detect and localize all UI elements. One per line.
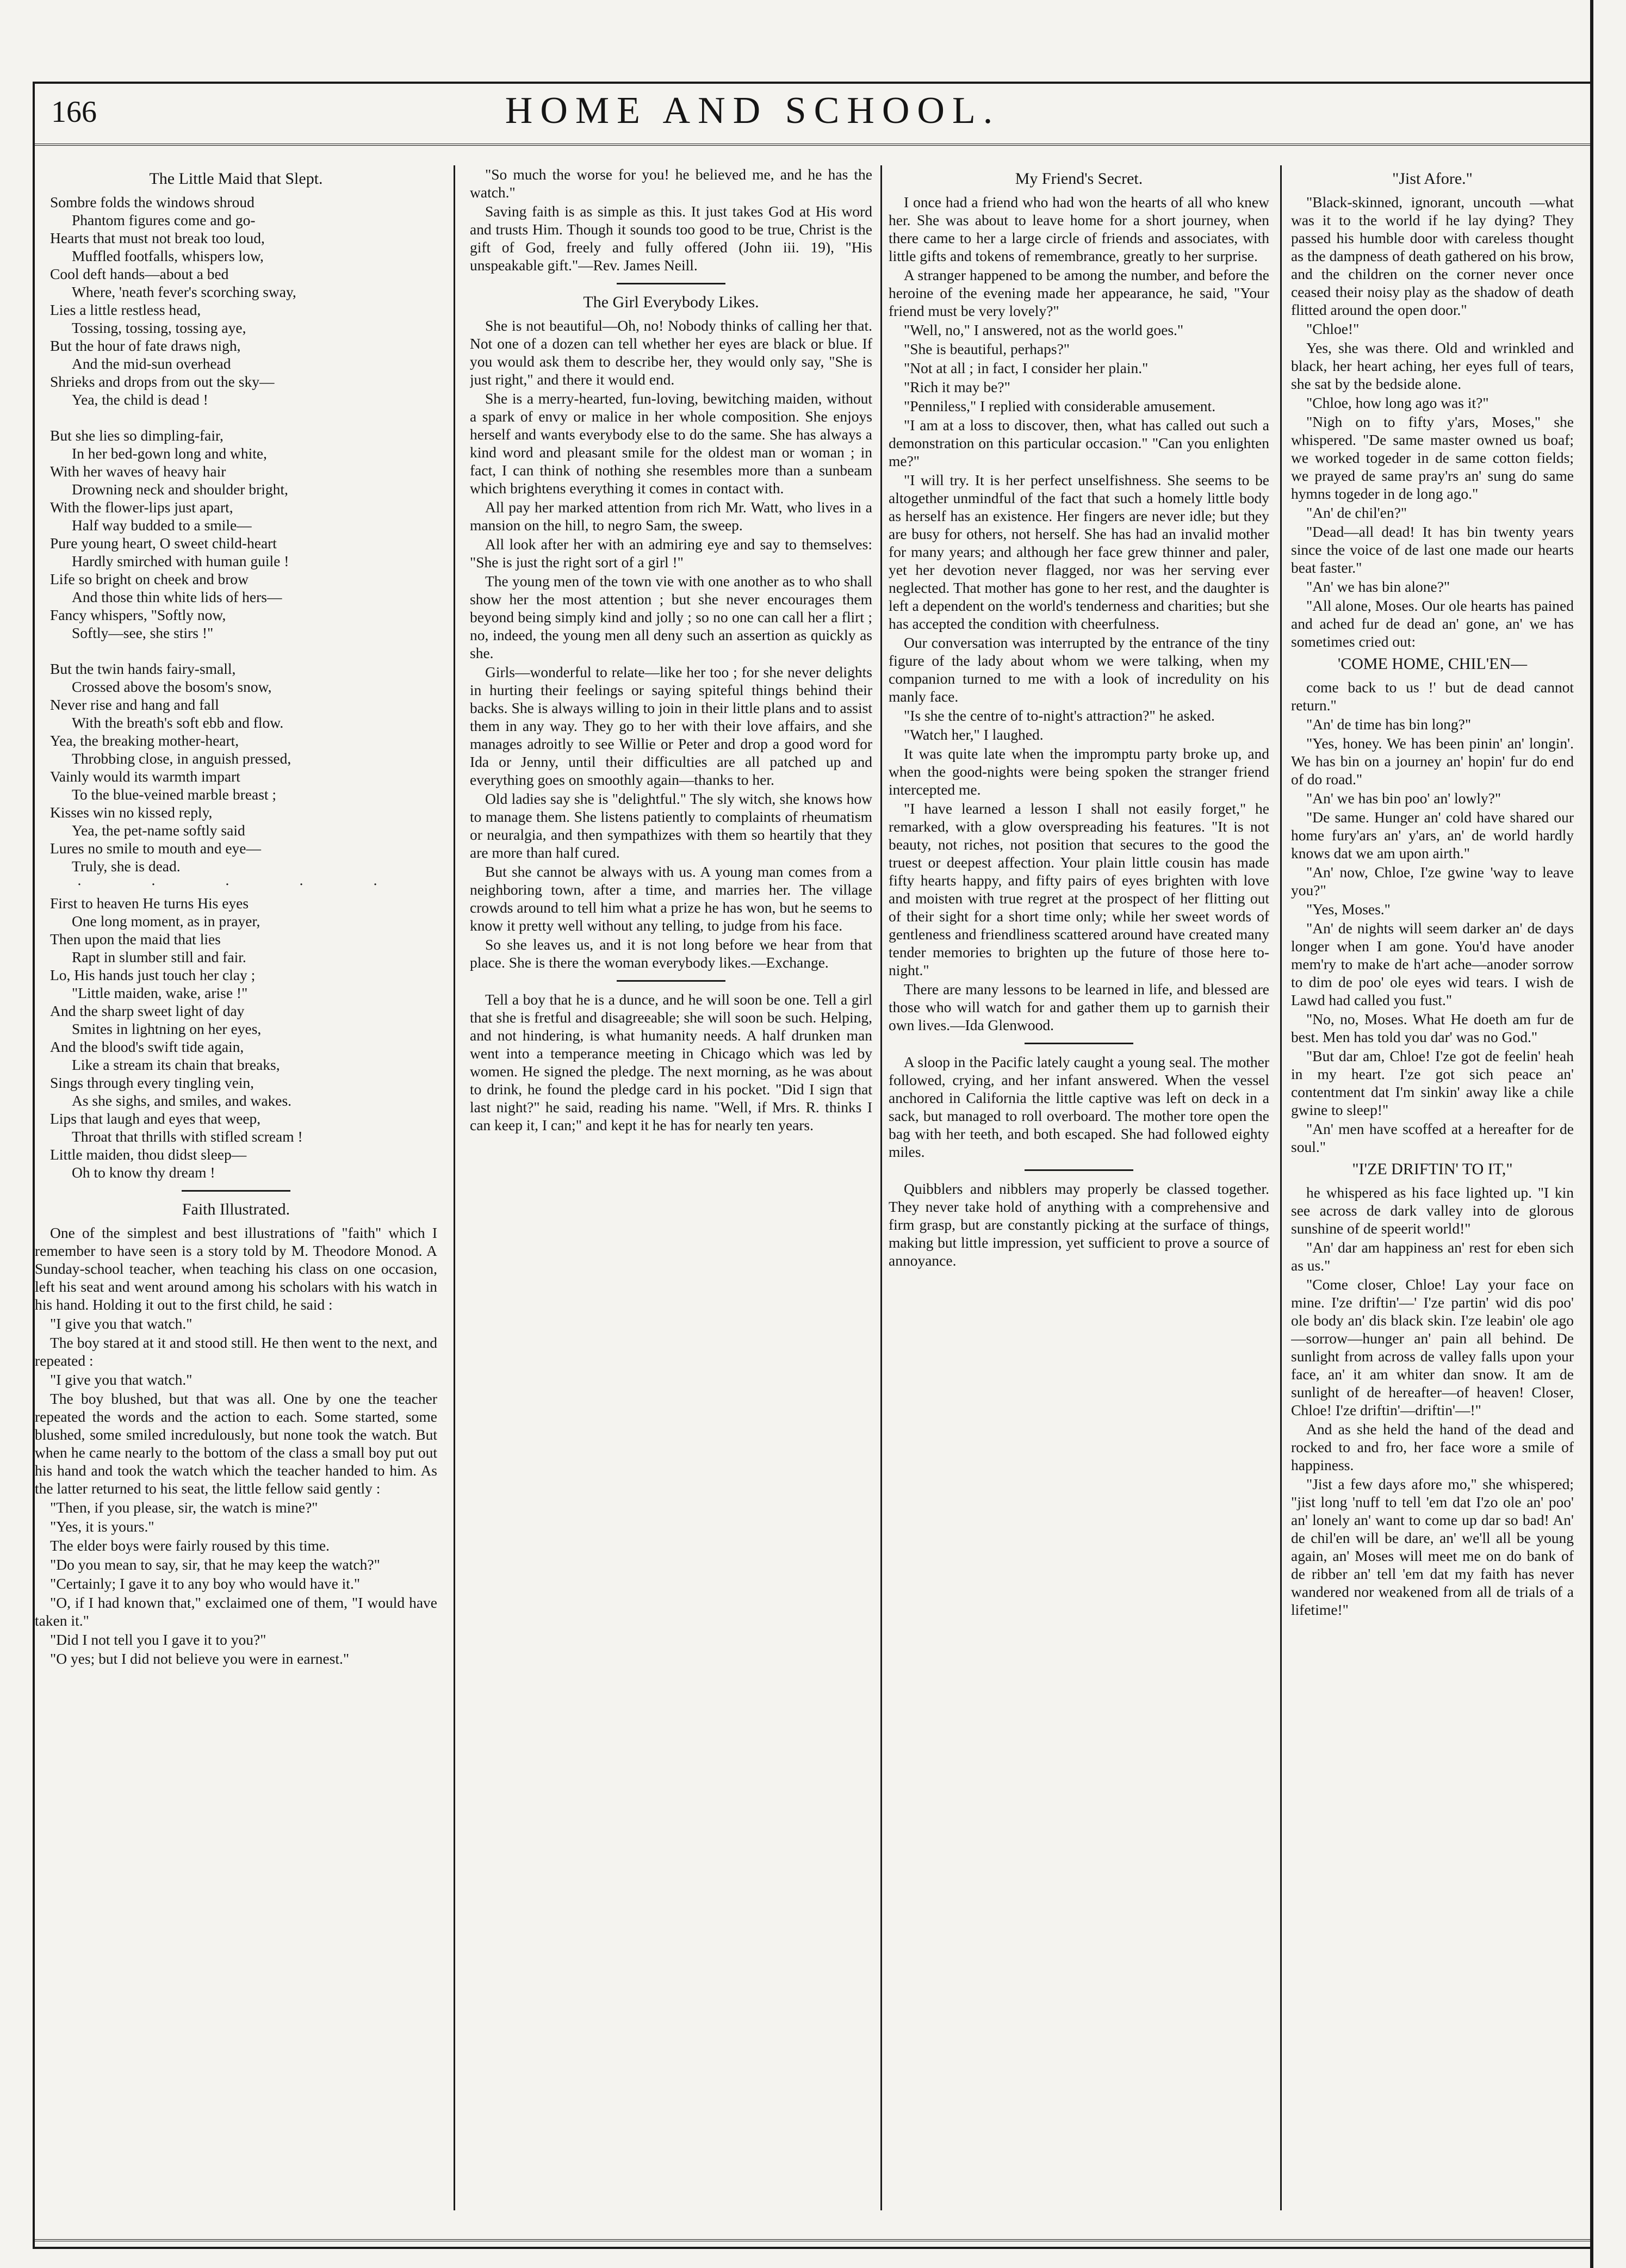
paragraph: The young men of the town vie with one another as to who shall show her the most attention ; but she never encourages them beyond being simply kind and jolly ; so no one can call her a flirt ; no, indeed, the young men all deny such an assertion as quickly as she. bbox=[470, 573, 872, 661]
poem-line: Tossing, tossing, tossing aye, bbox=[72, 319, 246, 336]
paragraph: Quibblers and nibblers may properly be classed together. They never take hold of anything with a comprehensive and firm grasp, but are constantly picking at the surface of things, making but little impression, yet sufficient to prove a source of annoyance. bbox=[889, 1180, 1269, 1269]
poem-line: Lies a little restless head, bbox=[50, 301, 201, 318]
poem-line: In her bed-gown long and white, bbox=[72, 445, 267, 462]
poem-line: Lures no smile to mouth and eye— bbox=[50, 840, 261, 857]
poem-line: Life so bright on cheek and brow bbox=[50, 571, 249, 587]
poem-line: Sings through every tingling vein, bbox=[50, 1074, 255, 1091]
paragraph: "O, if I had known that," exclaimed one of them, "I would have taken it." bbox=[35, 1594, 437, 1629]
paragraph: "An' men have scoffed at a hereafter for de soul." bbox=[1291, 1120, 1574, 1155]
paragraph: "An' now, Chloe, I'ze gwine 'way to leave you?" bbox=[1291, 864, 1574, 898]
masthead-title: HOME AND SCHOOL. bbox=[505, 90, 1001, 132]
paragraph: "Come closer, Chloe! Lay your face on mine. I'ze driftin'—' I'ze partin' wid dis poo' ole body an' dis black skin. I'ze leabin' ole ago—sorrow—hunger an' pain all behind. De sunlight from across de valley falls upon your face, an' it am whiter dan snow. It am de sunlight of de hereafter—of heaven! Closer, Chloe! I'ze driftin'—driftin'—!" bbox=[1291, 1276, 1574, 1418]
poem-line: Drowning neck and shoulder bright, bbox=[72, 481, 288, 498]
section-divider bbox=[182, 1190, 290, 1192]
paragraph: "An' de chil'en?" bbox=[1306, 504, 1407, 521]
paragraph: "Yes, it is yours." bbox=[50, 1518, 154, 1535]
poem-line: But the twin hands fairy-small, bbox=[50, 660, 236, 677]
section-divider bbox=[617, 980, 725, 982]
poem-title: The Little Maid that Slept. bbox=[149, 170, 323, 188]
poem-line: Truly, she is dead. bbox=[72, 858, 181, 875]
poem-stanza-1 bbox=[35, 193, 437, 408]
paragraph: "Watch her," I laughed. bbox=[904, 726, 1044, 743]
subheading: "I'ZE DRIFTIN' TO IT," bbox=[1352, 1160, 1513, 1178]
paragraph: Old ladies say she is "delightful." The sly witch, she knows how to manage them. She listens patiently to complaints of rheumatism or neuralgia, and then sympathizes with them so heartily that they are more than half cured. bbox=[470, 790, 872, 861]
paragraph: "No, no, Moses. What He doeth am fur de best. Men has told you dar' was no God." bbox=[1291, 1011, 1574, 1045]
section-divider bbox=[617, 283, 725, 284]
paragraph: "An' de nights will seem darker an' de days longer when I am gone. You'd have anoder mem'ry to make de h'art ache—anoder sorrow to dim de poo' ole eyes wid tears. I wish de Lawd had called you fust." bbox=[1291, 920, 1574, 1008]
poem-line: Pure young heart, O sweet child-heart bbox=[50, 535, 277, 551]
paragraph: "Dead—all dead! It has bin twenty years since the voice of de last one made our hearts beat faster." bbox=[1291, 523, 1574, 576]
article-title: My Friend's Secret. bbox=[1015, 170, 1143, 188]
column-rule bbox=[880, 165, 882, 2210]
poem-line: Half way budded to a smile— bbox=[72, 517, 252, 534]
page-header bbox=[35, 84, 1594, 146]
footer-rule bbox=[35, 2239, 1590, 2247]
poem-line: One long moment, as in prayer, bbox=[72, 913, 260, 929]
poem-line: Hearts that must not break too loud, bbox=[50, 230, 265, 246]
poem-line: Softly—see, she stirs !" bbox=[72, 624, 214, 641]
poem-line: Never rise and hang and fall bbox=[50, 696, 219, 713]
newspaper-page bbox=[33, 82, 1592, 2249]
poem-line: And the blood's swift tide again, bbox=[50, 1038, 244, 1055]
paragraph: "An' we has bin alone?" bbox=[1306, 578, 1450, 595]
paragraph: The boy blushed, but that was all. One by one the teacher repeated the words and the action to each. Some started, some blushed, some smiled incredulously, but none took the watch. But when he came nearly to the bottom of the class a small boy put out his hand and took the watch which the teacher handed to him. As the latter returned to his seat, the little fellow said gently : bbox=[35, 1390, 437, 1497]
paragraph: "I give you that watch." bbox=[50, 1315, 193, 1332]
poem-line: And those thin white lids of hers— bbox=[72, 588, 282, 605]
paragraph: "I am at a loss to discover, then, what has called out such a demonstration on this particular occasion." "Can you enlighten me?" bbox=[889, 417, 1269, 469]
poem-line: But she lies so dimpling-fair, bbox=[50, 427, 224, 444]
poem-line: And the mid-sun overhead bbox=[72, 355, 231, 372]
column-4 bbox=[1291, 165, 1574, 2210]
paragraph: "De same. Hunger an' cold have shared our home fury'ars an' y'ars, an' de world hardly knows dat we am upon airth." bbox=[1291, 809, 1574, 862]
poem-line: Then upon the maid that lies bbox=[50, 931, 221, 947]
paragraph: All pay her marked attention from rich Mr. Watt, who lives in a mansion on the hill, to negro Sam, the sweep. bbox=[470, 499, 872, 534]
paragraph: "Nigh on to fifty y'ars, Moses," she whispered. "De same master owned us boaf; we worked togeder in de same cotton fields; we prayed de same pray'rs an' sung do same hymns togeder in de long ago." bbox=[1291, 413, 1574, 502]
paragraph: "I have learned a lesson I shall not easily forget," he remarked, with a glow overspreading his features. "It is not beauty, not riches, not position that secures to the good the truest or deepest affection. Your plain little cousin has made fifty hearts happy, and fifty pairs of eyes brighten with love and moisten with true regret at the prospect of her flitting out of their sight for a short time only; while her sweet words of gentleness and friendliness scattered around have created many tender memories to brighten up the future of those here to-night." bbox=[889, 800, 1269, 978]
poem-line: Muffled footfalls, whispers low, bbox=[72, 247, 264, 264]
paragraph: "I will try. It is her perfect unselfishness. She seems to be altogether unmindful of the fact that such a homely little body as herself has an existence. Her fingers are never idle; but they are busy for others, not herself. She has had an invalid mother for many years; and although her face grew thinner and paler, yet her devotion never flagged, nor was her serving ever neglected. That mother has gone to her rest, and the daughter is left a dependent on the world's tenderness and charities; but she has accepted the condition with cheerfulness. bbox=[889, 472, 1269, 632]
paragraph: "Rich it may be?" bbox=[904, 379, 1010, 395]
paragraph: Tell a boy that he is a dunce, and he will soon be one. Tell a girl that she is fretful and disagreeable; she will soon be such. Helping, and not hindering, is what humanity needs. A half drunken man went into a temperance meeting in Chicago which was led by women. He signed the pledge. The next morning, as he was about to drink, he found the pledge card in his pocket. "Did I sign that last night?" he said, reading his name. "Well, if Mrs. R. thinks I can keep it, I can;" and kept it he has for nearly ten years. bbox=[470, 991, 872, 1133]
page-number: 166 bbox=[51, 95, 97, 129]
poem-line: Little maiden, thou didst sleep— bbox=[50, 1146, 247, 1163]
poem-line: Hardly smirched with human guile ! bbox=[72, 553, 289, 569]
poem-line: And the sharp sweet light of day bbox=[50, 1002, 245, 1019]
paragraph: The elder boys were fairly roused by this time. bbox=[50, 1537, 330, 1554]
paragraph: She is not beautiful—Oh, no! Nobody thinks of calling her that. Not one of a dozen can tell whether her eyes are black or blue. If you would ask them to describe her, they would only say, "She is just right," and there it would end. bbox=[470, 317, 872, 388]
poem-line: With the breath's soft ebb and flow. bbox=[72, 714, 284, 731]
poem-line: With her waves of heavy hair bbox=[50, 463, 226, 480]
paragraph: "But dar am, Chloe! I'ze got de feelin' heah in my heart. I'ze got sich peace an' contentment dat I'm sinkin' away like a chile gwine to sleep!" bbox=[1291, 1048, 1574, 1118]
paragraph: "Black-skinned, ignorant, uncouth —what was it to the world if he lay dying? They passed his humble door with careless thought as the dampness of death gathered on his brow, and the children on the corner never once ceased their noisy play as the shadow of death flitted around the open door." bbox=[1291, 194, 1574, 318]
section-divider bbox=[1025, 1043, 1133, 1044]
paragraph: "Do you mean to say, sir, that he may keep the watch?" bbox=[50, 1556, 380, 1573]
paragraph: "An' dar am happiness an' rest for eben sich as us." bbox=[1291, 1239, 1574, 1274]
paragraph: But she cannot be always with us. A young man comes from a neighboring town, after a time, and marries her. The village crowds around to tell him what a prize he has won, but he seems to know it pretty well without any telling, to judge from his face. bbox=[470, 863, 872, 934]
paragraph: he whispered as his face lighted up. "I kin see across de dark valley into de glorous sunshine of de speerit world!" bbox=[1291, 1184, 1574, 1237]
poem-line: Fancy whispers, "Softly now, bbox=[50, 606, 226, 623]
adjacent-page-edge bbox=[1590, 0, 1626, 2268]
poem-line: Throat that thrills with stifled scream ! bbox=[72, 1128, 303, 1145]
poem-line: "Little maiden, wake, arise !" bbox=[72, 984, 248, 1001]
paragraph: "Well, no," I answered, not as the world goes." bbox=[904, 321, 1184, 338]
paragraph: Our conversation was interrupted by the entrance of the tiny figure of the lady about whom we were talking, when my companion turned to me with a look of incredulity on his manly face. bbox=[889, 634, 1269, 705]
poem-line: Cool deft hands—about a bed bbox=[50, 265, 229, 282]
paragraph: come back to us !' but de dead cannot return." bbox=[1291, 679, 1574, 714]
section-divider bbox=[1025, 1169, 1133, 1171]
paragraph: "An' de time has bin long?" bbox=[1306, 716, 1472, 733]
poem-line: Lo, His hands just touch her clay ; bbox=[50, 966, 256, 983]
paragraph: And as she held the hand of the dead and rocked to and fro, her face wore a smile of happiness. bbox=[1291, 1421, 1574, 1473]
article-title: "Jist Afore." bbox=[1392, 170, 1473, 188]
paragraph: She is a merry-hearted, fun-loving, bewitching maiden, without a spark of envy or malice in her whole composition. She enjoys herself and wants everybody else to do the same. She has always a kind word and pleasant smile for the oldest man or woman ; in fact, I can think of nothing she resembles more than a sunbeam which brightens everything it comes in contact with. bbox=[470, 390, 872, 497]
paragraph: "I give you that watch." bbox=[50, 1371, 193, 1388]
paragraph: It was quite late when the impromptu party broke up, and when the good-nights were being spoken the stranger friend intercepted me. bbox=[889, 745, 1269, 798]
poem-line: Where, 'neath fever's scorching sway, bbox=[72, 283, 296, 300]
paragraph: "Chloe, how long ago was it?" bbox=[1306, 394, 1489, 411]
paragraph: "Penniless," I replied with considerable amusement. bbox=[904, 398, 1216, 414]
section-stars: · · · · · bbox=[77, 876, 411, 893]
paragraph: "Jist a few days afore mo," she whispered; "jist long 'nuff to tell 'em dat I'zo ole an' poo' an' lonely an' want to come up dar so bad! An' de chil'en will be dare, an' we'll all be young again, an' Moses will meet me on do bank of de ribber an' tell 'em dat my faith has never wandered nor weakened from all de trials of a lifetime!" bbox=[1291, 1476, 1574, 1618]
paragraph: "Did I not tell you I gave it to you?" bbox=[50, 1631, 266, 1648]
column-2 bbox=[470, 165, 872, 2210]
poem-line: As she sighs, and smiles, and wakes. bbox=[72, 1092, 292, 1109]
poem-stanza-3 bbox=[35, 660, 437, 875]
poem-stanza-4 bbox=[35, 894, 437, 1181]
article-title: The Girl Everybody Likes. bbox=[583, 293, 759, 311]
paragraph: A sloop in the Pacific lately caught a young seal. The mother followed, crying, and her infant answered. When the vessel anchored in California the little captive was left on deck in a sack, but managed to roll overboard. The mother tore open the bag with her teeth, and both escaped. She had followed eighty miles. bbox=[889, 1054, 1269, 1160]
column-rule bbox=[1280, 165, 1282, 2210]
poem-line: Shrieks and drops from out the sky— bbox=[50, 373, 275, 390]
poem-line: Yea, the child is dead ! bbox=[72, 391, 208, 408]
poem-line: But the hour of fate draws nigh, bbox=[50, 337, 241, 354]
subheading: 'COME HOME, CHIL'EN— bbox=[1337, 655, 1528, 673]
paragraph: "Not at all ; in fact, I consider her plain." bbox=[904, 360, 1149, 376]
paragraph: "All alone, Moses. Our ole hearts has pained and ached fur de dead an' gone, an' we has sometimes cried out: bbox=[1291, 597, 1574, 650]
paragraph: The boy stared at it and stood still. He then went to the next, and repeated : bbox=[35, 1334, 437, 1369]
article-title: Faith Illustrated. bbox=[182, 1200, 290, 1218]
poem-line: First to heaven He turns His eyes bbox=[50, 895, 249, 912]
poem-line: Throbbing close, in anguish pressed, bbox=[72, 750, 291, 767]
poem-line: Crossed above the bosom's snow, bbox=[72, 678, 272, 695]
paragraph: A stranger happened to be among the number, and before the heroine of the evening made her appearance, he said, "Your friend must be very lovely?" bbox=[889, 267, 1269, 319]
paragraph: "She is beautiful, perhaps?" bbox=[904, 340, 1070, 357]
paragraph: I once had a friend who had won the hearts of all who knew her. She was about to leave home for a short journey, when there came to her a large circle of friends and associates, with little gifts and tokens of remembrance, greatly to her surprise. bbox=[889, 194, 1269, 264]
paragraph: "Certainly; I gave it to any boy who would have it." bbox=[50, 1575, 361, 1592]
paragraph: "Then, if you please, sir, the watch is mine?" bbox=[50, 1499, 318, 1516]
paragraph: "An' we has bin poo' an' lowly?" bbox=[1306, 790, 1501, 807]
poem-line: Smites in lightning on her eyes, bbox=[72, 1020, 262, 1037]
poem-line: Oh to know thy dream ! bbox=[72, 1164, 215, 1181]
paragraph: "Yes, Moses." bbox=[1306, 901, 1391, 918]
poem-line: Kisses win no kissed reply, bbox=[50, 804, 213, 821]
paragraph: Yes, she was there. Old and wrinkled and black, her heart aching, her eyes full of tears, she sat by the bedside alone. bbox=[1291, 339, 1574, 392]
paragraph: There are many lessons to be learned in life, and blessed are those who will watch for and gather them up to garnish their own lives.—Ida Glenwood. bbox=[889, 981, 1269, 1033]
paragraph: All look after her with an admiring eye and say to themselves: "She is just the right sort of a girl !" bbox=[470, 536, 872, 571]
poem-line: To the blue-veined marble breast ; bbox=[72, 786, 277, 803]
paragraph: "Chloe!" bbox=[1306, 320, 1360, 337]
column-rule bbox=[454, 165, 455, 2210]
paragraph: "O yes; but I did not believe you were in earnest." bbox=[50, 1650, 350, 1667]
paragraph: So she leaves us, and it is not long before we hear from that place. She is there the woman everybody likes.—Exchange. bbox=[470, 936, 872, 971]
poem-line: With the flower-lips just apart, bbox=[50, 499, 233, 516]
poem-line: Vainly would its warmth impart bbox=[50, 768, 240, 785]
poem-stanza-2 bbox=[35, 426, 437, 642]
paragraph: Saving faith is as simple as this. It just takes God at His word and trusts Him. Though it sounds too good to be true, Christ is the gift of God, freely and fully offered (John iii. 19), "His unspeakable gift."—Rev. James Neill. bbox=[470, 203, 872, 274]
column-3 bbox=[889, 165, 1269, 2210]
paragraph: "So much the worse for you! he believed me, and he has the watch." bbox=[470, 166, 872, 201]
poem-line: Sombre folds the windows shroud bbox=[50, 194, 255, 210]
poem-line: Rapt in slumber still and fair. bbox=[72, 949, 246, 965]
poem-line: Lips that laugh and eyes that weep, bbox=[50, 1110, 261, 1127]
paragraph: "Yes, honey. We has been pinin' an' longin'. We has bin on a journey an' hopin' fur do end of do road." bbox=[1291, 735, 1574, 788]
paragraph: "Is she the centre of to-night's attraction?" he asked. bbox=[904, 707, 1215, 724]
poem-line: Yea, the breaking mother-heart, bbox=[50, 732, 239, 749]
poem-line: Like a stream its chain that breaks, bbox=[72, 1056, 280, 1073]
paragraph: Girls—wonderful to relate—like her too ; for she never delights in hurting their feelings or saying spiteful things behind their backs. She is always willing to join in their little plans and to assist them in any way. They go to her with their love affairs, and she manages adroitly to see Willie or Peter and drop a good word for Ida or Jenny, until their difficulties are all patched up and everything goes on smoothly again—thanks to her. bbox=[470, 664, 872, 788]
poem-line: Yea, the pet-name softly said bbox=[72, 822, 245, 839]
paragraph: One of the simplest and best illustrations of "faith" which I remember to have seen is a story told by M. Theodore Monod. A Sunday-school teacher, when teaching his class on one occasion, left his seat and went around among his scholars with his watch in his hand. Holding it out to the first child, he said : bbox=[35, 1224, 437, 1313]
column-1 bbox=[35, 165, 437, 2210]
poem-line: Phantom figures come and go- bbox=[72, 212, 256, 228]
